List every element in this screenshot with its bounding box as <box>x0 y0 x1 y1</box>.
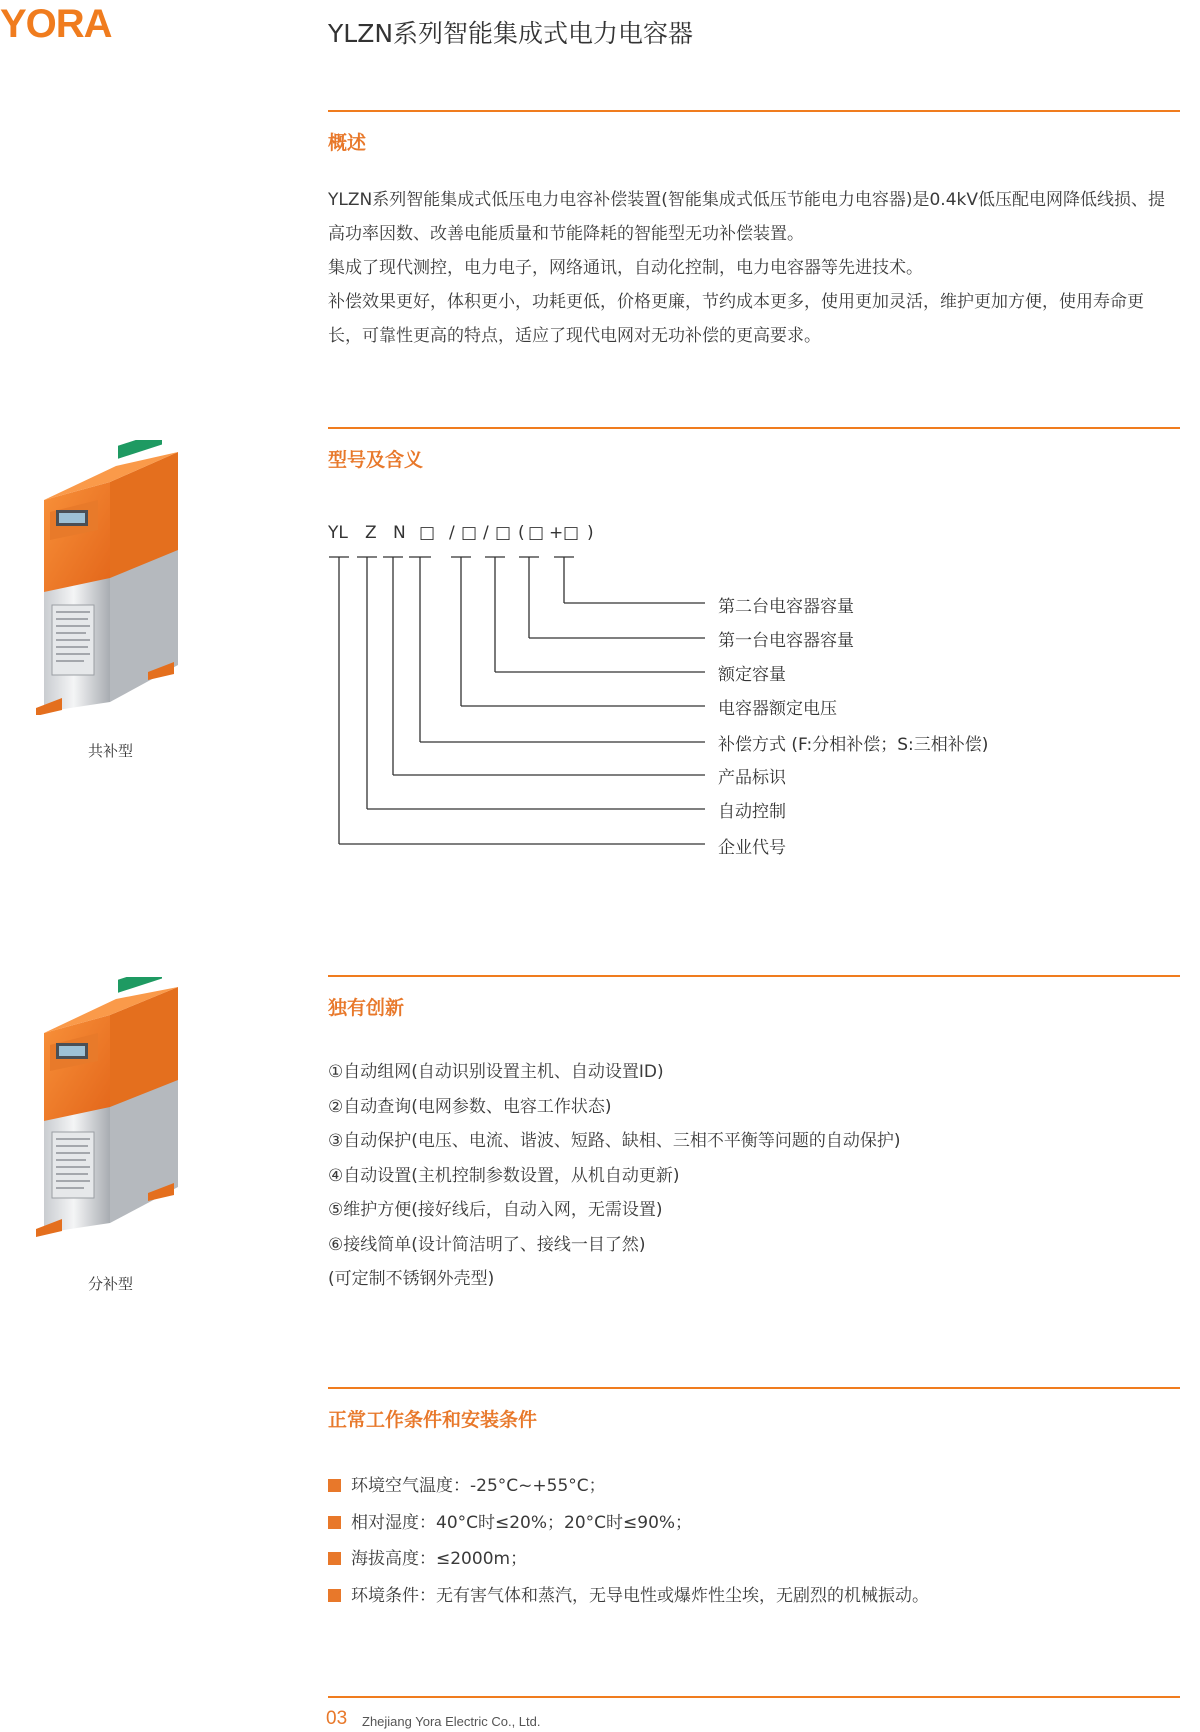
legend-label: 产品标识 <box>718 768 786 788</box>
list-item: ④自动设置(主机控制参数设置，从机自动更新) <box>328 1165 680 1186</box>
code-token: ) <box>587 523 594 543</box>
section-rule <box>328 975 1180 977</box>
legend-label: 第二台电容器容量 <box>718 597 854 617</box>
legend-label: 自动控制 <box>718 802 786 822</box>
overview-paragraph: YLZN系列智能集成式低压电力电容补偿装置(智能集成式低压节能电力电容器)是0.4kV低压配电网降低线损、提高功率因数、改善电能质量和节能降耗的智能型无功补偿装置。 <box>328 190 1165 244</box>
code-token: □ <box>563 523 580 543</box>
list-item <box>328 1578 929 1615</box>
code-token: □ <box>461 523 478 543</box>
model-heading: 型号及含义 <box>328 449 424 471</box>
code-token: □ <box>419 523 436 543</box>
square-bullet-icon <box>328 1552 341 1565</box>
condition-text: 环境空气温度：-25°C~+55°C； <box>351 1476 606 1496</box>
condition-text: 海拔高度：≤2000m； <box>351 1549 528 1569</box>
section-rule <box>328 110 1180 112</box>
condition-text: 环境条件：无有害气体和蒸汽，无导电性或爆炸性尘埃，无剧烈的机械振动。 <box>351 1585 929 1606</box>
code-token: □ <box>528 523 545 543</box>
page-title: YLZN系列智能集成式电力电容器 <box>328 19 694 48</box>
section-rule <box>328 427 1180 429</box>
code-token: ( <box>518 523 525 543</box>
product-caption: 共补型 <box>88 742 134 760</box>
list-item: ③自动保护(电压、电流、谐波、短路、缺相、三相不平衡等问题的自动保护) <box>328 1131 901 1151</box>
overview-heading: 概述 <box>328 132 367 154</box>
code-token: / <box>449 523 455 543</box>
page-number: 03 <box>326 1708 348 1729</box>
code-token: YL <box>328 523 348 543</box>
section-rule <box>328 1387 1180 1389</box>
legend-label: 电容器额定电压 <box>718 699 837 719</box>
code-token: + <box>549 523 564 543</box>
innovation-list <box>328 1055 901 1297</box>
list-item <box>328 1541 929 1578</box>
brand-logo: YORA <box>0 2 112 46</box>
capacitor-product-image <box>28 440 188 715</box>
list-item: ①自动组网(自动识别设置主机、自动设置ID) <box>328 1062 664 1082</box>
code-token: / <box>483 523 489 543</box>
overview-paragraph: 补偿效果更好，体积更小，功耗更低，价格更廉，节约成本更多，使用更加灵活，维护更加方便，使用寿命更长，可靠性更高的特点，适应了现代电网对无功补偿的更高要求。 <box>328 292 1144 346</box>
condition-text: 相对湿度：40°C时≤20%；20°C时≤90%； <box>351 1512 693 1533</box>
list-item <box>328 1468 929 1505</box>
code-token: Z <box>365 523 377 543</box>
list-item: ⑤维护方便(接好线后，自动入网，无需设置) <box>328 1200 663 1220</box>
list-item <box>328 1505 929 1542</box>
overview-text <box>328 183 1172 353</box>
conditions-heading: 正常工作条件和安装条件 <box>328 1409 538 1431</box>
legend-label: 企业代号 <box>718 838 786 858</box>
innovation-heading: 独有创新 <box>328 997 405 1019</box>
company-name: Zhejiang Yora Electric Co., Ltd. <box>362 1714 541 1729</box>
square-bullet-icon <box>328 1479 341 1492</box>
legend-label: 补偿方式 (F:分相补偿；S:三相补偿) <box>718 735 989 755</box>
footer-rule <box>328 1696 1180 1698</box>
conditions-list <box>328 1468 929 1614</box>
model-code-diagram <box>320 548 720 848</box>
list-item: (可定制不锈钢外壳型) <box>328 1269 495 1289</box>
product-caption: 分补型 <box>88 1275 134 1293</box>
code-token: □ <box>495 523 512 543</box>
capacitor-product-image <box>28 977 188 1237</box>
square-bullet-icon <box>328 1516 341 1529</box>
legend-label: 第一台电容器容量 <box>718 631 854 651</box>
list-item: ②自动查询(电网参数、电容工作状态) <box>328 1096 612 1117</box>
list-item: ⑥接线简单(设计简洁明了、接线一目了然) <box>328 1234 646 1255</box>
code-token: N <box>393 523 406 543</box>
overview-paragraph: 集成了现代测控，电力电子，网络通讯，自动化控制，电力电容器等先进技术。 <box>328 258 923 278</box>
legend-label: 额定容量 <box>718 665 786 685</box>
square-bullet-icon <box>328 1589 341 1602</box>
